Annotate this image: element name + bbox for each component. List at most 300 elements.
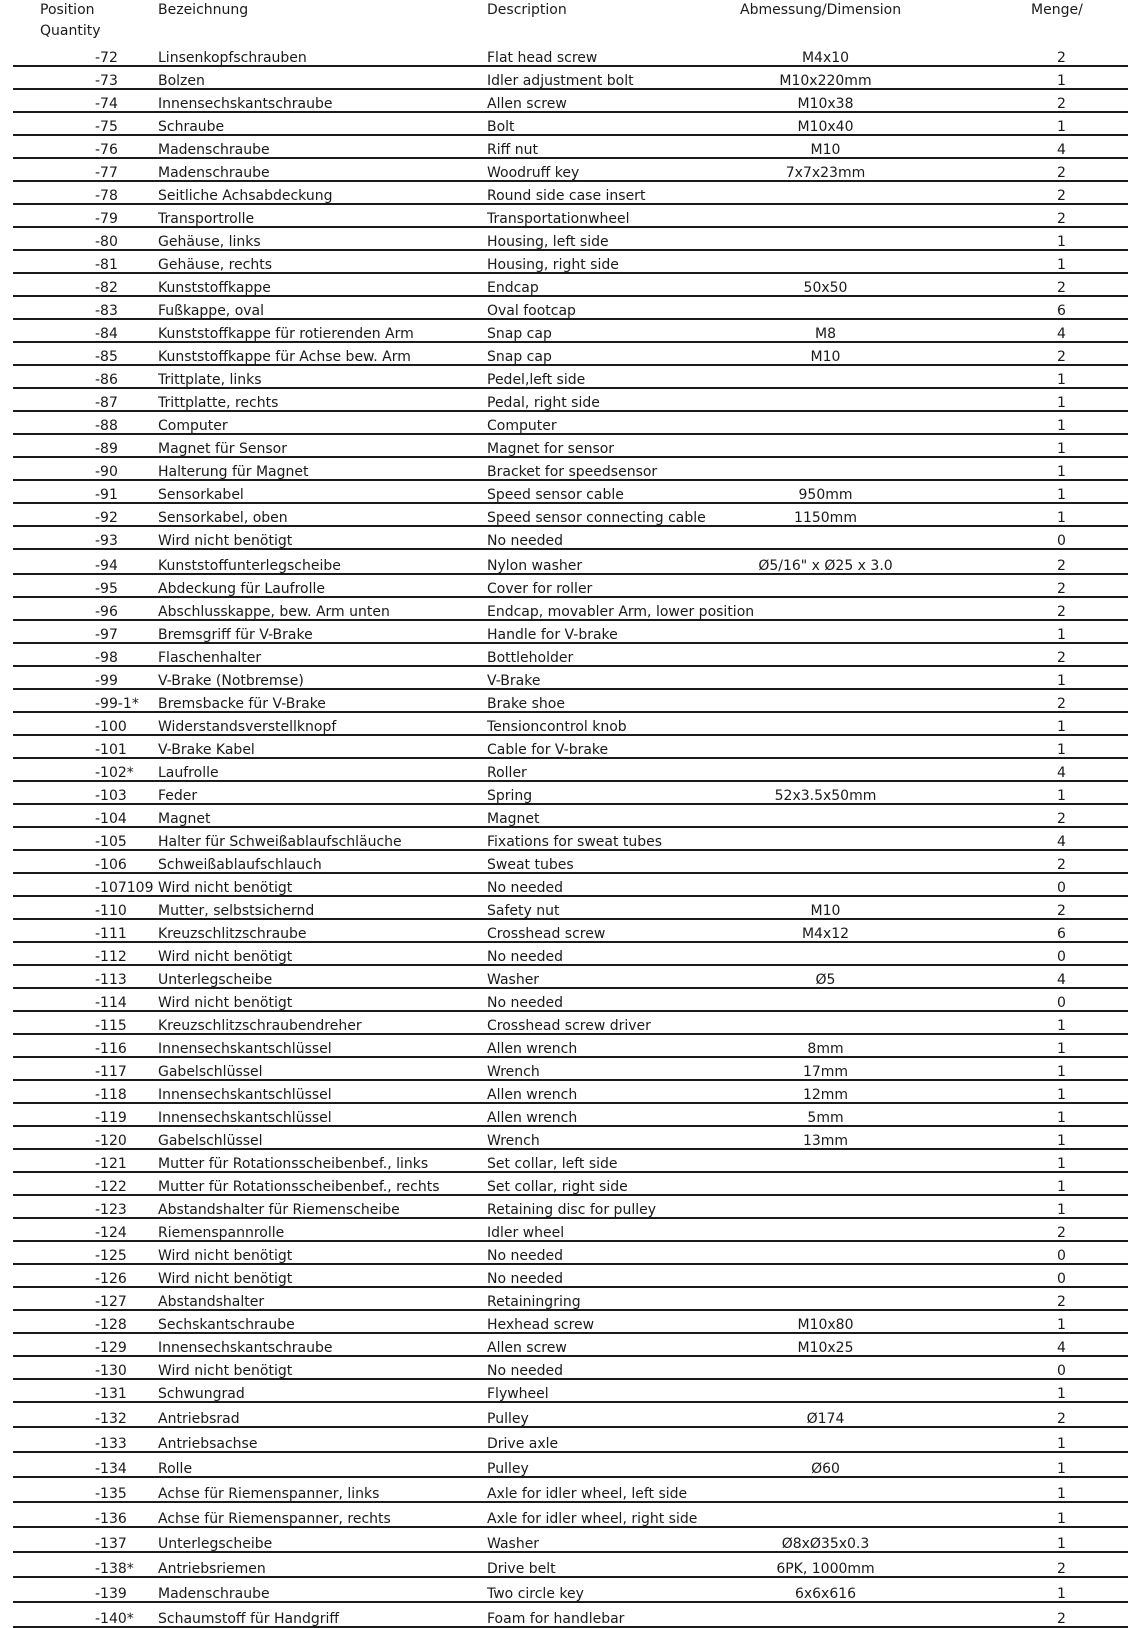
description-cell: Wrench bbox=[487, 1064, 540, 1080]
quantity-cell: 1 bbox=[1057, 510, 1066, 526]
position-cell: -75 bbox=[95, 119, 118, 135]
description-cell: Bottleholder bbox=[487, 650, 574, 666]
bezeichnung-cell: Kunststoffunterlegscheibe bbox=[158, 558, 341, 574]
dimension-cell: 6PK, 1000mm bbox=[776, 1561, 875, 1577]
position-cell: -123 bbox=[95, 1202, 127, 1218]
description-cell: Safety nut bbox=[487, 903, 560, 919]
description-cell: Fixations for sweat tubes bbox=[487, 834, 663, 850]
quantity-cell: 1 bbox=[1057, 673, 1066, 689]
table-header bbox=[0, 0, 1132, 44]
position-cell: -91 bbox=[95, 487, 118, 503]
bezeichnung-cell: Madenschraube bbox=[158, 142, 270, 158]
quantity-cell: 6 bbox=[1057, 926, 1066, 942]
description-cell: Allen wrench bbox=[487, 1087, 578, 1103]
description-cell: Retaining disc for pulley bbox=[487, 1202, 656, 1218]
bezeichnung-cell: Kunststoffkappe für Achse bew. Arm bbox=[158, 349, 411, 365]
bezeichnung-cell: Gehäuse, rechts bbox=[158, 257, 273, 273]
description-cell: Allen wrench bbox=[487, 1041, 578, 1057]
bezeichnung-cell: Madenschraube bbox=[158, 1586, 270, 1602]
bezeichnung-cell: Madenschraube bbox=[158, 165, 270, 181]
position-cell: -134 bbox=[95, 1461, 127, 1477]
dimension-cell: 5mm bbox=[807, 1110, 844, 1126]
position-cell: -111 bbox=[95, 926, 127, 942]
quantity-cell: 1 bbox=[1057, 1133, 1066, 1149]
description-cell: Computer bbox=[487, 418, 557, 434]
bezeichnung-cell: Fußkappe, oval bbox=[158, 303, 265, 319]
bezeichnung-cell: Laufrolle bbox=[158, 765, 219, 781]
table-row bbox=[13, 1173, 1128, 1196]
position-cell: -133 bbox=[95, 1436, 127, 1452]
bezeichnung-cell: Halterung für Magnet bbox=[158, 464, 309, 480]
position-cell: -80 bbox=[95, 234, 118, 250]
table-row bbox=[13, 458, 1128, 481]
description-cell: Endcap bbox=[487, 280, 539, 296]
bezeichnung-cell: Wird nicht benötigt bbox=[158, 995, 293, 1011]
bezeichnung-cell: Schaumstoff für Handgriff bbox=[158, 1611, 340, 1627]
quantity-cell: 1 bbox=[1057, 1436, 1066, 1452]
quantity-cell: 2 bbox=[1057, 211, 1066, 227]
table-row bbox=[13, 1403, 1128, 1428]
quantity-cell: 1 bbox=[1057, 1179, 1066, 1195]
dimension-cell: 8mm bbox=[807, 1041, 844, 1057]
quantity-cell: 1 bbox=[1057, 372, 1066, 388]
position-cell: -83 bbox=[95, 303, 118, 319]
bezeichnung-cell: Sechskantschraube bbox=[158, 1317, 295, 1333]
dimension-cell: Ø174 bbox=[806, 1411, 845, 1427]
position-cell: -115 bbox=[95, 1018, 127, 1034]
position-cell: -112 bbox=[95, 949, 127, 965]
table-row bbox=[13, 1058, 1128, 1081]
description-cell: Housing, right side bbox=[487, 257, 619, 273]
table-row bbox=[13, 550, 1128, 575]
quantity-cell: 1 bbox=[1057, 1064, 1066, 1080]
description-cell: Pedel,left side bbox=[487, 372, 586, 388]
table-row bbox=[13, 1196, 1128, 1219]
table-row bbox=[13, 1265, 1128, 1288]
dimension-cell: 7x7x23mm bbox=[785, 165, 866, 181]
dimension-cell: 50x50 bbox=[803, 280, 848, 296]
position-cell: -89 bbox=[95, 441, 118, 457]
table-row bbox=[13, 67, 1128, 90]
position-cell: -88 bbox=[95, 418, 118, 434]
table-row bbox=[13, 274, 1128, 297]
table-row bbox=[13, 713, 1128, 736]
bezeichnung-cell: Antriebsriemen bbox=[158, 1561, 266, 1577]
dimension-cell: Ø5 bbox=[815, 972, 836, 988]
description-cell: Washer bbox=[487, 972, 540, 988]
position-cell: -104 bbox=[95, 811, 127, 827]
quantity-cell: 2 bbox=[1057, 650, 1066, 666]
table-row bbox=[13, 1012, 1128, 1035]
dimension-cell: 1150mm bbox=[794, 510, 857, 526]
bezeichnung-cell: Flaschenhalter bbox=[158, 650, 262, 666]
bezeichnung-cell: Innensechskantschlüssel bbox=[158, 1041, 332, 1057]
table-row bbox=[13, 205, 1128, 228]
position-cell: -99 bbox=[95, 673, 118, 689]
quantity-cell: 4 bbox=[1057, 834, 1066, 850]
table-row bbox=[13, 136, 1128, 159]
bezeichnung-cell: Gehäuse, links bbox=[158, 234, 261, 250]
position-cell: -122 bbox=[95, 1179, 127, 1195]
quantity-cell: 0 bbox=[1057, 533, 1066, 549]
table-row bbox=[13, 1478, 1128, 1503]
header-dimension: Abmessung/Dimension bbox=[740, 2, 902, 18]
position-cell: -99-1* bbox=[95, 696, 139, 712]
position-cell: -73 bbox=[95, 73, 118, 89]
position-cell: -125 bbox=[95, 1248, 127, 1264]
position-cell: -132 bbox=[95, 1411, 127, 1427]
table-row bbox=[13, 966, 1128, 989]
dimension-cell: Ø5/16" x Ø25 x 3.0 bbox=[758, 558, 893, 574]
bezeichnung-cell: Kunststoffkappe für rotierenden Arm bbox=[158, 326, 414, 342]
quantity-cell: 1 bbox=[1057, 73, 1066, 89]
quantity-cell: 1 bbox=[1057, 1386, 1066, 1402]
bezeichnung-cell: Magnet bbox=[158, 811, 211, 827]
dimension-cell: M4x12 bbox=[801, 926, 850, 942]
bezeichnung-cell: Unterlegscheibe bbox=[158, 972, 273, 988]
bezeichnung-cell: Gabelschlüssel bbox=[158, 1064, 263, 1080]
quantity-cell: 0 bbox=[1057, 1271, 1066, 1287]
quantity-cell: 1 bbox=[1057, 719, 1066, 735]
quantity-cell: 1 bbox=[1057, 395, 1066, 411]
table-row bbox=[13, 1311, 1128, 1334]
bezeichnung-cell: Innensechskantschraube bbox=[158, 96, 333, 112]
description-cell: Transportationwheel bbox=[487, 211, 630, 227]
position-cell: -95 bbox=[95, 581, 118, 597]
position-cell: -137 bbox=[95, 1536, 127, 1552]
quantity-cell: 6 bbox=[1057, 303, 1066, 319]
bezeichnung-cell: Linsenkopfschrauben bbox=[158, 50, 307, 66]
quantity-cell: 1 bbox=[1057, 1018, 1066, 1034]
table-row bbox=[13, 1357, 1128, 1380]
table-row bbox=[13, 1578, 1128, 1603]
header-menge: Menge/ bbox=[1031, 2, 1083, 18]
table-row bbox=[13, 343, 1128, 366]
bezeichnung-cell: Sensorkabel bbox=[158, 487, 244, 503]
bezeichnung-cell: Trittplatte, rechts bbox=[158, 395, 279, 411]
position-cell: -139 bbox=[95, 1586, 127, 1602]
table-row bbox=[13, 644, 1128, 667]
table-row bbox=[13, 621, 1128, 644]
quantity-cell: 1 bbox=[1057, 257, 1066, 273]
position-cell: -85 bbox=[95, 349, 118, 365]
table-row bbox=[13, 1081, 1128, 1104]
bezeichnung-cell: V-Brake (Notbremse) bbox=[158, 673, 304, 689]
quantity-cell: 2 bbox=[1057, 696, 1066, 712]
table-row bbox=[13, 182, 1128, 205]
position-cell: -113 bbox=[95, 972, 127, 988]
bezeichnung-cell: Achse für Riemenspanner, rechts bbox=[158, 1511, 391, 1527]
description-cell: Round side case insert bbox=[487, 188, 646, 204]
table-row bbox=[13, 1150, 1128, 1173]
position-cell: -97 bbox=[95, 627, 118, 643]
quantity-cell: 4 bbox=[1057, 1340, 1066, 1356]
description-cell: Wrench bbox=[487, 1133, 540, 1149]
position-cell: -106 bbox=[95, 857, 127, 873]
quantity-cell: 1 bbox=[1057, 1536, 1066, 1552]
description-cell: Oval footcap bbox=[487, 303, 576, 319]
table-row bbox=[13, 759, 1128, 782]
quantity-cell: 4 bbox=[1057, 142, 1066, 158]
quantity-cell: 2 bbox=[1057, 1294, 1066, 1310]
description-cell: Cable for V-brake bbox=[487, 742, 609, 758]
quantity-cell: 2 bbox=[1057, 280, 1066, 296]
table-row bbox=[13, 897, 1128, 920]
bezeichnung-cell: Trittplate, links bbox=[158, 372, 262, 388]
bezeichnung-cell: Mutter für Rotationsscheibenbef., rechts bbox=[158, 1179, 440, 1195]
description-cell: Crosshead screw bbox=[487, 926, 606, 942]
description-cell: No needed bbox=[487, 533, 563, 549]
parts-table bbox=[0, 44, 1132, 1628]
description-cell: No needed bbox=[487, 1271, 563, 1287]
quantity-cell: 0 bbox=[1057, 1363, 1066, 1379]
position-cell: -121 bbox=[95, 1156, 127, 1172]
description-cell: Speed sensor cable bbox=[487, 487, 624, 503]
dimension-cell: Ø8xØ35x0.3 bbox=[781, 1536, 870, 1552]
table-row bbox=[13, 1380, 1128, 1403]
quantity-cell: 2 bbox=[1057, 165, 1066, 181]
description-cell: Retainingring bbox=[487, 1294, 581, 1310]
table-row bbox=[13, 943, 1128, 966]
position-cell: -82 bbox=[95, 280, 118, 296]
quantity-cell: 2 bbox=[1057, 50, 1066, 66]
table-row bbox=[13, 1553, 1128, 1578]
table-row bbox=[13, 1503, 1128, 1528]
table-row bbox=[13, 874, 1128, 897]
table-row bbox=[13, 366, 1128, 389]
bezeichnung-cell: Abdeckung für Laufrolle bbox=[158, 581, 326, 597]
position-cell: -78 bbox=[95, 188, 118, 204]
dimension-cell: 17mm bbox=[802, 1064, 849, 1080]
quantity-cell: 2 bbox=[1057, 857, 1066, 873]
quantity-cell: 1 bbox=[1057, 1156, 1066, 1172]
description-cell: Axle for idler wheel, right side bbox=[487, 1511, 698, 1527]
table-row bbox=[13, 1453, 1128, 1478]
quantity-cell: 2 bbox=[1057, 1411, 1066, 1427]
position-cell: -117 bbox=[95, 1064, 127, 1080]
table-row bbox=[13, 851, 1128, 874]
dimension-cell: 13mm bbox=[802, 1133, 849, 1149]
position-cell: -140* bbox=[95, 1611, 134, 1627]
table-row bbox=[13, 504, 1128, 527]
quantity-cell: 1 bbox=[1057, 1202, 1066, 1218]
bezeichnung-cell: Mutter für Rotationsscheibenbef., links bbox=[158, 1156, 429, 1172]
bezeichnung-cell: Mutter, selbstsichernd bbox=[158, 903, 315, 919]
description-cell: Snap cap bbox=[487, 349, 552, 365]
table-row bbox=[13, 1242, 1128, 1265]
description-cell: Crosshead screw driver bbox=[487, 1018, 651, 1034]
position-cell: -103 bbox=[95, 788, 127, 804]
position-cell: -116 bbox=[95, 1041, 127, 1057]
bezeichnung-cell: Bremsgriff für V-Brake bbox=[158, 627, 313, 643]
quantity-cell: 0 bbox=[1057, 949, 1066, 965]
quantity-cell: 1 bbox=[1057, 1511, 1066, 1527]
bezeichnung-cell: Feder bbox=[158, 788, 198, 804]
description-cell: Allen screw bbox=[487, 96, 567, 112]
quantity-cell: 2 bbox=[1057, 96, 1066, 112]
quantity-cell: 1 bbox=[1057, 441, 1066, 457]
position-cell: -110 bbox=[95, 903, 127, 919]
bezeichnung-cell: Magnet für Sensor bbox=[158, 441, 287, 457]
description-cell: Nylon washer bbox=[487, 558, 583, 574]
dimension-cell: 12mm bbox=[802, 1087, 849, 1103]
quantity-cell: 2 bbox=[1057, 581, 1066, 597]
position-cell: -127 bbox=[95, 1294, 127, 1310]
position-cell: -119 bbox=[95, 1110, 127, 1126]
quantity-cell: 1 bbox=[1057, 1041, 1066, 1057]
position-cell: -120 bbox=[95, 1133, 127, 1149]
table-row bbox=[13, 389, 1128, 412]
quantity-cell: 2 bbox=[1057, 188, 1066, 204]
bezeichnung-cell: Halter für Schweißablaufschläuche bbox=[158, 834, 402, 850]
description-cell: No needed bbox=[487, 1248, 563, 1264]
position-cell: -102* bbox=[95, 765, 134, 781]
quantity-cell: 1 bbox=[1057, 788, 1066, 804]
table-row bbox=[13, 828, 1128, 851]
quantity-cell: 4 bbox=[1057, 972, 1066, 988]
bezeichnung-cell: Wird nicht benötigt bbox=[158, 1271, 293, 1287]
quantity-cell: 1 bbox=[1057, 1087, 1066, 1103]
position-cell: -130 bbox=[95, 1363, 127, 1379]
description-cell: Pulley bbox=[487, 1461, 529, 1477]
table-row bbox=[13, 412, 1128, 435]
bezeichnung-cell: Wird nicht benötigt bbox=[158, 1363, 293, 1379]
description-cell: Idler adjustment bolt bbox=[487, 73, 634, 89]
table-row bbox=[13, 1219, 1128, 1242]
bezeichnung-cell: Seitliche Achsabdeckung bbox=[158, 188, 333, 204]
position-cell: -93 bbox=[95, 533, 118, 549]
dimension-cell: M10 bbox=[810, 142, 841, 158]
position-cell: -107109 bbox=[95, 880, 154, 896]
position-cell: -92 bbox=[95, 510, 118, 526]
description-cell: Washer bbox=[487, 1536, 540, 1552]
position-cell: -101 bbox=[95, 742, 127, 758]
description-cell: Endcap, movabler Arm, lower position bbox=[487, 604, 755, 620]
header-quantity: Quantity bbox=[40, 23, 101, 39]
position-cell: -126 bbox=[95, 1271, 127, 1287]
description-cell: Flat head screw bbox=[487, 50, 598, 66]
quantity-cell: 2 bbox=[1057, 811, 1066, 827]
bezeichnung-cell: Bremsbacke für V-Brake bbox=[158, 696, 326, 712]
bezeichnung-cell: Transportrolle bbox=[158, 211, 255, 227]
quantity-cell: 1 bbox=[1057, 1461, 1066, 1477]
description-cell: Cover for roller bbox=[487, 581, 593, 597]
position-cell: -96 bbox=[95, 604, 118, 620]
table-row bbox=[13, 159, 1128, 182]
description-cell: Idler wheel bbox=[487, 1225, 565, 1241]
table-row bbox=[13, 228, 1128, 251]
quantity-cell: 0 bbox=[1057, 995, 1066, 1011]
table-row bbox=[13, 90, 1128, 113]
position-cell: -138* bbox=[95, 1561, 134, 1577]
description-cell: Magnet for sensor bbox=[487, 441, 615, 457]
description-cell: V-Brake bbox=[487, 673, 541, 689]
quantity-cell: 2 bbox=[1057, 1611, 1066, 1627]
header-bezeichnung: Bezeichnung bbox=[158, 2, 249, 18]
table-row bbox=[13, 782, 1128, 805]
table-row bbox=[13, 736, 1128, 759]
table-row bbox=[13, 805, 1128, 828]
dimension-cell: 6x6x616 bbox=[794, 1586, 857, 1602]
bezeichnung-cell: Sensorkabel, oben bbox=[158, 510, 288, 526]
bezeichnung-cell: Gabelschlüssel bbox=[158, 1133, 263, 1149]
dimension-cell: 950mm bbox=[798, 487, 853, 503]
description-cell: Set collar, right side bbox=[487, 1179, 628, 1195]
description-cell: Hexhead screw bbox=[487, 1317, 595, 1333]
description-cell: Snap cap bbox=[487, 326, 552, 342]
bezeichnung-cell: Wird nicht benötigt bbox=[158, 880, 293, 896]
position-cell: -79 bbox=[95, 211, 118, 227]
quantity-cell: 2 bbox=[1057, 1561, 1066, 1577]
position-cell: -118 bbox=[95, 1087, 127, 1103]
description-cell: Riff nut bbox=[487, 142, 538, 158]
quantity-cell: 1 bbox=[1057, 1317, 1066, 1333]
dimension-cell: M10x40 bbox=[797, 119, 854, 135]
description-cell: Magnet bbox=[487, 811, 540, 827]
description-cell: Foam for handlebar bbox=[487, 1611, 625, 1627]
quantity-cell: 1 bbox=[1057, 1586, 1066, 1602]
table-row bbox=[13, 667, 1128, 690]
bezeichnung-cell: Kunststoffkappe bbox=[158, 280, 271, 296]
table-row bbox=[13, 251, 1128, 274]
quantity-cell: 2 bbox=[1057, 903, 1066, 919]
description-cell: Brake shoe bbox=[487, 696, 565, 712]
position-cell: -72 bbox=[95, 50, 118, 66]
description-cell: Set collar, left side bbox=[487, 1156, 618, 1172]
quantity-cell: 0 bbox=[1057, 880, 1066, 896]
dimension-cell: M10x38 bbox=[797, 96, 854, 112]
table-row bbox=[13, 1334, 1128, 1357]
description-cell: Pedal, right side bbox=[487, 395, 600, 411]
position-cell: -114 bbox=[95, 995, 127, 1011]
description-cell: Roller bbox=[487, 765, 527, 781]
quantity-cell: 0 bbox=[1057, 1248, 1066, 1264]
quantity-cell: 2 bbox=[1057, 558, 1066, 574]
position-cell: -81 bbox=[95, 257, 118, 273]
bezeichnung-cell: Achse für Riemenspanner, links bbox=[158, 1486, 380, 1502]
position-cell: -77 bbox=[95, 165, 118, 181]
quantity-cell: 1 bbox=[1057, 742, 1066, 758]
position-cell: -136 bbox=[95, 1511, 127, 1527]
quantity-cell: 2 bbox=[1057, 604, 1066, 620]
quantity-cell: 2 bbox=[1057, 349, 1066, 365]
table-row bbox=[13, 1528, 1128, 1553]
quantity-cell: 4 bbox=[1057, 765, 1066, 781]
table-row bbox=[13, 989, 1128, 1012]
position-cell: -100 bbox=[95, 719, 127, 735]
description-cell: Axle for idler wheel, left side bbox=[487, 1486, 688, 1502]
bezeichnung-cell: Widerstandsverstellknopf bbox=[158, 719, 337, 735]
table-row bbox=[13, 598, 1128, 621]
bezeichnung-cell: Schweißablaufschlauch bbox=[158, 857, 322, 873]
table-row bbox=[13, 1104, 1128, 1127]
bezeichnung-cell: Rolle bbox=[158, 1461, 193, 1477]
bezeichnung-cell: Innensechskantschlüssel bbox=[158, 1087, 332, 1103]
bezeichnung-cell: Abstandshalter für Riemenscheibe bbox=[158, 1202, 400, 1218]
dimension-cell: M10x220mm bbox=[779, 73, 872, 89]
quantity-cell: 1 bbox=[1057, 418, 1066, 434]
quantity-cell: 1 bbox=[1057, 119, 1066, 135]
description-cell: No needed bbox=[487, 880, 563, 896]
position-cell: -135 bbox=[95, 1486, 127, 1502]
table-row bbox=[13, 690, 1128, 713]
table-row bbox=[13, 320, 1128, 343]
bezeichnung-cell: Unterlegscheibe bbox=[158, 1536, 273, 1552]
table-row bbox=[13, 297, 1128, 320]
table-row bbox=[13, 1035, 1128, 1058]
description-cell: Flywheel bbox=[487, 1386, 549, 1402]
quantity-cell: 1 bbox=[1057, 487, 1066, 503]
